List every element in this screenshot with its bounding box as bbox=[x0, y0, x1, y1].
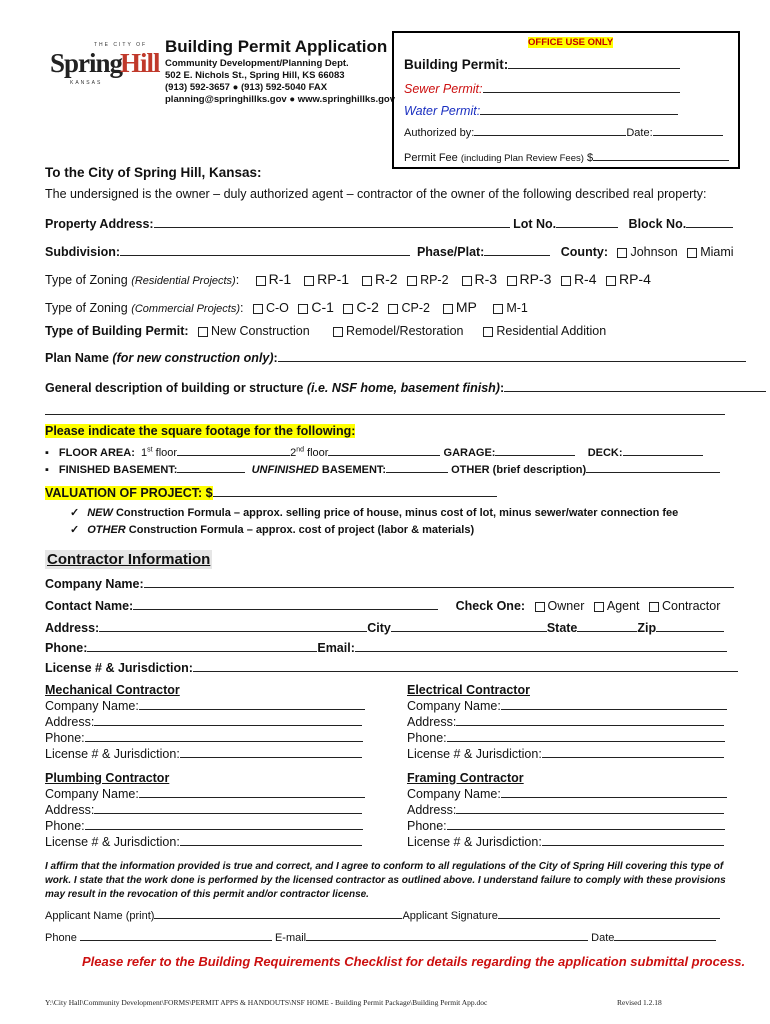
zoning-rp1-checkbox[interactable] bbox=[304, 276, 314, 286]
dept-address: 502 E. Nichols St., Spring Hill, KS 66083 bbox=[165, 70, 345, 81]
framing-phone[interactable]: Phone: bbox=[407, 818, 727, 833]
logo-bottom-text: KANSAS bbox=[70, 80, 103, 86]
mechanical-contractor-block bbox=[45, 683, 365, 761]
electrical-license[interactable]: License # & Jurisdiction: bbox=[407, 746, 727, 761]
zoning-commercial-row: Type of Zoning (Commercial Projects): C-O C-1 C-2 CP-2 MP M-1 bbox=[45, 299, 528, 315]
check-contractor-checkbox[interactable] bbox=[649, 602, 659, 612]
zoning-m1-checkbox[interactable] bbox=[493, 304, 503, 314]
city-logo bbox=[50, 40, 160, 90]
plumbing-title: Plumbing Contractor bbox=[45, 771, 170, 785]
logo-word-hill: Hill bbox=[120, 48, 160, 78]
dept-phone: (913) 592-3657 ● (913) 592-5040 FAX bbox=[165, 82, 328, 93]
water-permit-field[interactable]: Water Permit: bbox=[404, 103, 678, 118]
zoning-rp2-checkbox[interactable] bbox=[407, 276, 417, 286]
zoning-mp-checkbox[interactable] bbox=[443, 304, 453, 314]
sewer-permit-field[interactable]: Sewer Permit: bbox=[404, 81, 680, 96]
permit-fee-field[interactable]: Permit Fee (including Plan Review Fees) $ bbox=[404, 149, 729, 164]
zoning-r4-checkbox[interactable] bbox=[561, 276, 571, 286]
office-use-box bbox=[392, 31, 740, 169]
check-owner-checkbox[interactable] bbox=[535, 602, 545, 612]
sqft-heading: Please indicate the square footage for the following: bbox=[45, 424, 356, 438]
county-johnson-checkbox[interactable] bbox=[617, 248, 627, 258]
mechanical-address[interactable]: Address: bbox=[45, 714, 365, 729]
electrical-address[interactable]: Address: bbox=[407, 714, 727, 729]
zoning-r3-checkbox[interactable] bbox=[462, 276, 472, 286]
contractor-license-field[interactable]: License # & Jurisdiction: bbox=[45, 660, 738, 675]
framing-title: Framing Contractor bbox=[407, 771, 524, 785]
electrical-contractor-block bbox=[407, 683, 727, 761]
plumbing-phone[interactable]: Phone: bbox=[45, 818, 365, 833]
zoning-co-checkbox[interactable] bbox=[253, 304, 263, 314]
zoning-c1-checkbox[interactable] bbox=[298, 304, 308, 314]
mechanical-company[interactable]: Company Name: bbox=[45, 698, 365, 713]
framing-contractor-block bbox=[407, 771, 727, 849]
mechanical-license[interactable]: License # & Jurisdiction: bbox=[45, 746, 365, 761]
floor-area-row[interactable]: ▪ FLOOR AREA: 1st floor 2nd floor GARAGE: DECK: bbox=[45, 444, 703, 459]
property-address-row[interactable]: Property Address: Lot No. Block No. bbox=[45, 216, 733, 231]
zoning-r2-checkbox[interactable] bbox=[362, 276, 372, 286]
dept-email[interactable]: planning@springhillks.gov ● www.springhillks.gov bbox=[165, 94, 396, 105]
building-permit-field[interactable]: Building Permit: bbox=[404, 57, 680, 72]
intro-to: To the City of Spring Hill, Kansas: bbox=[45, 165, 262, 180]
plumbing-contractor-block bbox=[45, 771, 365, 849]
framing-address[interactable]: Address: bbox=[407, 802, 727, 817]
mechanical-title: Mechanical Contractor bbox=[45, 683, 180, 697]
checklist-notice: Please refer to the Building Requirements Checklist for details regarding the application submittal process. bbox=[82, 954, 746, 969]
general-description-field[interactable]: General description of building or structure (i.e. NSF home, basement finish): bbox=[45, 380, 766, 395]
page-title: Building Permit Application bbox=[165, 37, 388, 56]
zoning-cp2-checkbox[interactable] bbox=[388, 304, 398, 314]
zoning-rp4-checkbox[interactable] bbox=[606, 276, 616, 286]
authorized-by-field[interactable]: Authorized by: Date: bbox=[404, 124, 723, 139]
contractor-contact-row[interactable]: Contact Name: Check One: Owner Agent Contractor bbox=[45, 599, 721, 613]
applicant-name-row[interactable]: Applicant Name (print) Applicant Signature bbox=[45, 907, 720, 922]
zoning-rp3-checkbox[interactable] bbox=[507, 276, 517, 286]
remodel-checkbox[interactable] bbox=[333, 327, 343, 337]
zoning-residential-row: Type of Zoning (Residential Projects): R-1 RP-1 R-2 RP-2 R-3 RP-3 R-4 RP-4 bbox=[45, 271, 651, 287]
contractor-address-row[interactable]: Address: City State Zip bbox=[45, 620, 724, 635]
plumbing-address[interactable]: Address: bbox=[45, 802, 365, 817]
plan-name-field[interactable]: Plan Name (for new construction only): bbox=[45, 350, 746, 365]
mechanical-phone[interactable]: Phone: bbox=[45, 730, 365, 745]
contractor-company-field[interactable]: Company Name: bbox=[45, 576, 734, 591]
logo-word-spring: Spring bbox=[50, 48, 123, 78]
zoning-r1-checkbox[interactable] bbox=[256, 276, 266, 286]
zoning-c2-checkbox[interactable] bbox=[343, 304, 353, 314]
valuation-new-note: ✓ NEW Construction Formula – approx. selling price of house, minus cost of lot, minus sewer/water connection fee bbox=[70, 507, 679, 519]
office-use-label: OFFICE USE ONLY bbox=[528, 37, 614, 48]
footer-revised: Revised 1.2.18 bbox=[617, 998, 662, 1007]
logo-top-text: THE CITY OF bbox=[94, 42, 148, 48]
subdivision-row[interactable]: Subdivision: Phase/Plat: County: Johnson Miami bbox=[45, 245, 734, 259]
plumbing-company[interactable]: Company Name: bbox=[45, 786, 365, 801]
county-miami-checkbox[interactable] bbox=[687, 248, 697, 258]
framing-company[interactable]: Company Name: bbox=[407, 786, 727, 801]
plumbing-license[interactable]: License # & Jurisdiction: bbox=[45, 834, 365, 849]
contractor-phone-email-row[interactable]: Phone: Email: bbox=[45, 640, 727, 655]
electrical-phone[interactable]: Phone: bbox=[407, 730, 727, 745]
valuation-field[interactable]: VALUATION OF PROJECT: $ bbox=[45, 485, 497, 500]
electrical-company[interactable]: Company Name: bbox=[407, 698, 727, 713]
basement-row[interactable]: ▪ FINISHED BASEMENT: UNFINISHED BASEMENT: OTHER (brief description) bbox=[45, 461, 720, 476]
permit-type-row: Type of Building Permit: New Construction Remodel/Restoration Residential Addition bbox=[45, 324, 607, 338]
footer-file-path: Y:\City Hall\Community Development\FORMS\PERMIT APPS & HANDOUTS\NSF HOME - Building Permit Package\Building Permit App.doc bbox=[45, 998, 488, 1007]
electrical-title: Electrical Contractor bbox=[407, 683, 530, 697]
framing-license[interactable]: License # & Jurisdiction: bbox=[407, 834, 727, 849]
contractor-heading: Contractor Information bbox=[47, 551, 211, 568]
affirmation-text: I affirm that the information provided is true and correct, and I agree to conform to all regulations of the City of Spring Hill covering this type of work. I state that the work done is performed by the licensed contractor as outlined above. I understand failure to comply with these provisions may result in the revocation of this permit and/or contractor license. bbox=[45, 861, 726, 900]
applicant-contact-row[interactable]: Phone E-mail Date bbox=[45, 929, 716, 944]
check-agent-checkbox[interactable] bbox=[594, 602, 604, 612]
general-description-line-2[interactable] bbox=[45, 404, 725, 415]
residential-addition-checkbox[interactable] bbox=[483, 327, 493, 337]
intro-text: The undersigned is the owner – duly authorized agent – contractor of the owner of the following described real property: bbox=[45, 187, 707, 201]
valuation-other-note: ✓ OTHER Construction Formula – approx. cost of project (labor & materials) bbox=[70, 524, 475, 536]
new-construction-checkbox[interactable] bbox=[198, 327, 208, 337]
dept-name: Community Development/Planning Dept. bbox=[165, 58, 349, 69]
